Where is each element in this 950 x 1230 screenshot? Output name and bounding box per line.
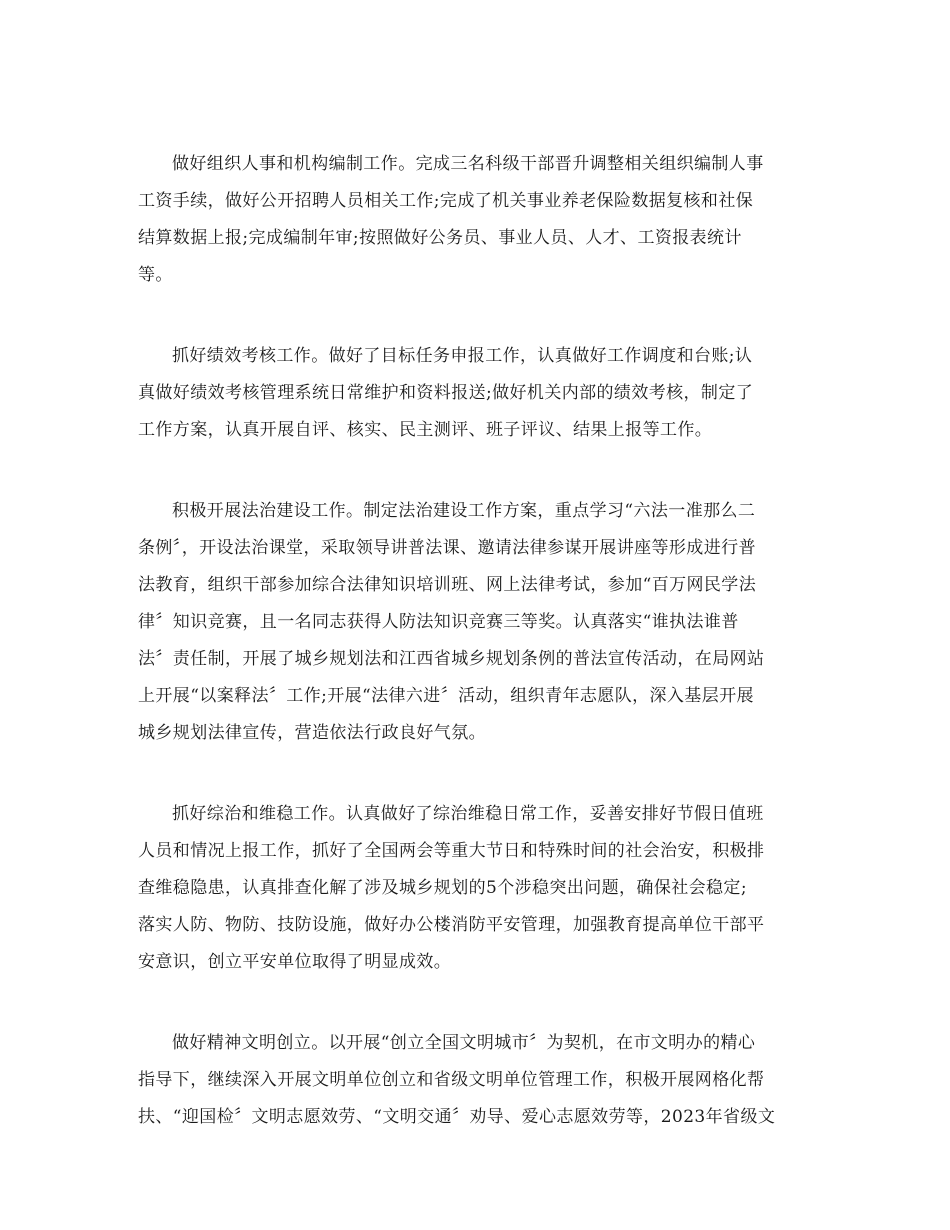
- paragraph-line: 人员和情况上报工作，抓好了全国两会等重大节日和特殊时间的社会治安，积极排: [138, 841, 765, 861]
- paragraph-line: 做好精神文明创立。以开展“创立全国文明城市〞为契机，在市文明办的精心: [172, 1033, 756, 1053]
- paragraph-line: 结算数据上报;完成编制年审;按照做好公务员、事业人员、人才、工资报表统计: [138, 228, 742, 248]
- paragraph-line: 上开展“以案释法〞工作;开展“法律六进〞活动，组织青年志愿队，深入基层开展: [138, 686, 754, 706]
- paragraph-line: 法教育，组织干部参加综合法律知识培训班、网上法律考试，参加“百万网民学法: [138, 575, 757, 595]
- paragraph-line: 指导下，继续深入开展文明单位创立和省级文明单位管理工作，积极开展网格化帮: [138, 1070, 765, 1090]
- paragraph-civilization: [138, 1025, 818, 1136]
- paragraph-line: 律〞知识竞赛，且一名同志获得人防法知识竞赛三等奖。认真落实“谁执法谁普: [138, 612, 739, 632]
- paragraph-line: 查维稳隐患，认真排查化解了涉及城乡规划的5个涉稳突出问题，确保社会稳定;: [138, 878, 747, 898]
- paragraph-line: 落实人防、物防、技防设施，做好办公楼消防平安管理，加强教育提高单位干部平: [138, 915, 765, 935]
- paragraph-line: 法〞责任制，开展了城乡规划法和江西省城乡规划条例的普法宣传活动，在局网站: [138, 649, 765, 669]
- paragraph-performance: [138, 338, 818, 449]
- paragraph-personnel: [138, 146, 818, 294]
- paragraph-line: 抓好绩效考核工作。做好了目标任务申报工作，认真做好工作调度和台账;认: [172, 346, 753, 366]
- paragraph-line: 工作方案，认真开展自评、核实、民主测评、班子评议、结果上报等工作。: [138, 420, 713, 440]
- paragraph-line: 真做好绩效考核管理系统日常维护和资料报送;做好机关内部的绩效考核，制定了: [138, 383, 754, 403]
- paragraph-rule-of-law: [138, 493, 818, 752]
- paragraph-line: 做好组织人事和机构编制工作。完成三名科级干部晋升调整相关组织编制人事: [172, 154, 764, 174]
- paragraph-line: 抓好综治和维稳工作。认真做好了综治维稳日常工作，妥善安排好节假日值班: [172, 804, 764, 824]
- paragraph-line: 积极开展法治建设工作。制定法治建设工作方案，重点学习“六法一准那么二: [172, 501, 756, 521]
- paragraph-line: 工资手续，做好公开招聘人员相关工作;完成了机关事业养老保险数据复核和社保: [138, 191, 754, 211]
- paragraph-line: 城乡规划法律宣传，营造依法行政良好气氛。: [138, 723, 486, 743]
- paragraph-line: 等。: [138, 265, 173, 285]
- paragraph-stability: [138, 796, 818, 981]
- paragraph-line: 扶、“迎国检〞文明志愿效劳、“文明交通〞劝导、爱心志愿效劳等，2023年省级文: [138, 1107, 776, 1127]
- paragraph-line: 安意识，创立平安单位取得了明显成效。: [138, 952, 452, 972]
- document-page: [138, 146, 818, 1180]
- paragraph-line: 条例〞，开设法治课堂，采取领导讲普法课、邀请法律参谋开展讲座等形成进行普: [138, 538, 756, 558]
